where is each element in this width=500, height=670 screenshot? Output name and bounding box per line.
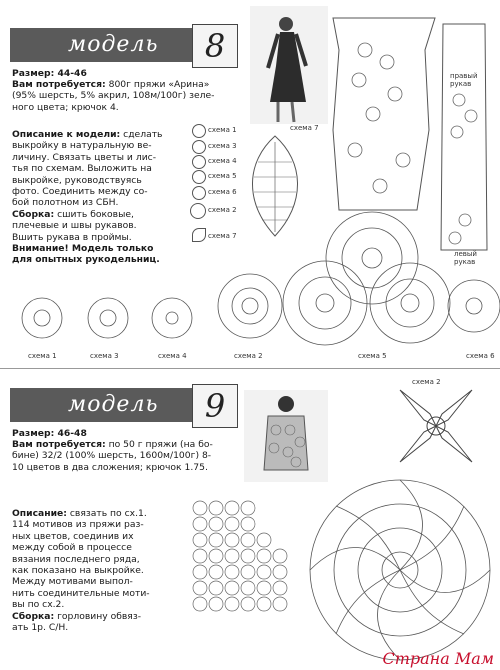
legend-motif-3 [192,155,206,169]
model9-size: Размер: 46-48 [12,428,87,439]
legend-motif-5 [192,186,206,200]
model8-banner [10,27,238,65]
model8-dress-figure [250,6,328,124]
legend-label-7: схема 7 [208,232,237,240]
legend-motif-2 [192,140,206,154]
legend-label-3: схема 4 [208,157,237,165]
model8-number: 8 [192,24,238,68]
model9-needs: Вам потребуется: по 50 г пряжи (на бо- бине) 32/2 (100% шерсть, 1600м/100г) 8- 10 цветов в два сложения; крючок 1.75. [12,439,213,473]
model8-size: Размер: 44-46 [12,68,87,79]
bottom-label-scheme1: схема 1 [28,352,57,360]
model9-banner [10,387,238,425]
model9-photo [244,390,328,482]
pattern-label-left-sleeve: левый рукав [454,250,477,266]
model8-description: Описание к модели: сделать выкройку в натуральную ве- личину. Связать цветы и лис- тья по схемам. Выложить на выкройке, руководствуясь фото. Соединить между со- бой полотном из СБН. Сборка: сшить боковые, плечевые и швы рукавов. Вшить рукава в проймы. Внимание! Модель только для опытных рукодельниц. [12,129,163,266]
model8-motif-diagrams [0,208,500,368]
legend-label-4: схема 5 [208,172,237,180]
legend-label-2: схема 3 [208,142,237,150]
model8-title: модель [68,32,159,57]
bottom-label-scheme2: схема 2 [234,352,263,360]
model8-needs: Вам потребуется: 800г пряжи «Арина» (95% шерсть, 5% акрил, 108м/100г) зеле- ного цвета; крючок 4. [12,79,215,113]
watermark: Страна Мам [382,649,494,668]
bottom-label-scheme6: схема 6 [466,352,495,360]
bottom-label-scheme5: схема 5 [358,352,387,360]
model9-description: Описание: связать по сх.1. 114 мотивов из пряжи раз- ных цветов, соединив их между собой в процессе вязания последнего ряда, как показано на выкройке. Между мотивами выпол- нить соединительные моти- вы по сх.2. Сборка: горловину обвяз- ать 1р. С/Н. [12,508,150,634]
model9-number: 9 [192,384,238,428]
model9-motif-grid [186,498,296,618]
model9-scheme2-diagram [394,384,478,468]
model9-sweater-figure [244,390,328,482]
model8-photo [250,6,328,124]
section-divider [0,368,500,369]
bottom-label-scheme3: схема 3 [90,352,119,360]
bottom-label-scheme4: схема 4 [158,352,187,360]
legend-label-1: схема 1 [208,126,237,134]
model9-title: модель [68,392,159,417]
model9-scheme2-label: схема 2 [412,378,441,386]
pattern-label-right-sleeve: правый рукав [450,72,478,88]
model8-scheme7-label: схема 7 [290,124,319,132]
legend-motif-4 [192,170,206,184]
legend-label-6: схема 2 [208,206,237,214]
legend-motif-1 [192,124,206,138]
model9-scheme1-diagram [300,470,496,666]
legend-label-5: схема 6 [208,188,237,196]
